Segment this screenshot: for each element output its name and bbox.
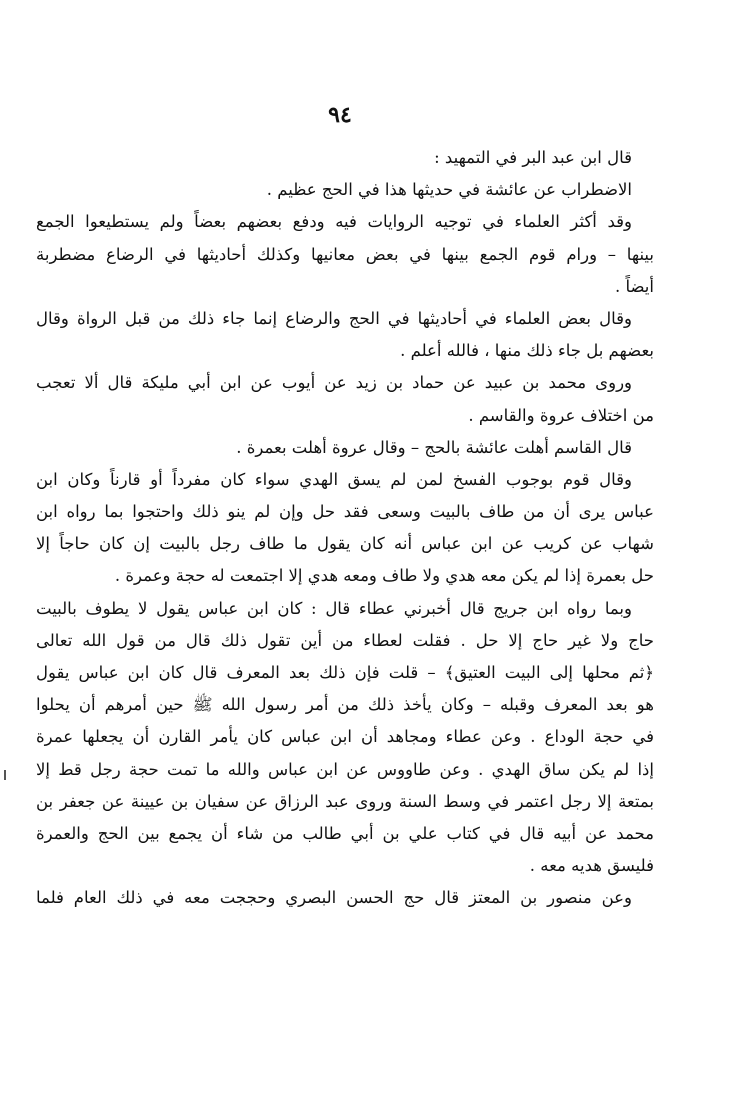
text-line: وقد أكثر العلماء في توجيه الروايات فيه ودفع بعضهم بعضاً ولم يستطيعوا الجمع (36, 212, 632, 232)
margin-mark (4, 770, 6, 780)
text-line: فليسق هديه معه . (529, 856, 654, 876)
text-line: إذا لم يكن ساق الهدي . وعن طاووس عن ابن عباس والله ما تمت حجة رجل قط إلا (36, 759, 654, 779)
text-line: وروى محمد بن عبيد عن حماد بن زيد عن أيوب عن ابن أبي مليكة قال ألا تعجب (36, 373, 632, 393)
text-line: وعن منصور بن المعتز قال حج الحسن البصري وحججت معه في ذلك العام فلما (36, 888, 632, 908)
body-text (36, 142, 654, 915)
text-line: في حجة الوداع . وعن عطاء ومجاهد أن ابن عباس كان يأمر القارن أن يجعلها عمرة (36, 727, 654, 747)
text-line: الاضطراب عن عائشة في حديثها هذا في الحج عظيم . (266, 180, 632, 200)
text-line: حاج ولا غير حاج إلا حل . فقلت لعطاء من أين تقول ذلك قال من قول الله تعالى (36, 630, 654, 650)
text-line: ﴿ثم محلها إلى البيت العتيق﴾ – قلت فإن ذلك بعد المعرف قال كان ابن عباس يقول (36, 663, 654, 682)
text-line: أيضاً . (614, 276, 654, 296)
text-line: قال ابن عبد البر في التمهيد : (434, 148, 632, 167)
text-line: وقال بعض العلماء في أحاديثها في الحج والرضاع إنما جاء ذلك من قبل الرواة وقال (36, 308, 632, 328)
text-line: محمد عن أبيه قال في كتاب علي بن أبي طالب من شاء أن يجمع بين الحج والعمرة (36, 823, 654, 843)
text-line: عباس يرى أن من طاف بالبيت وسعى فقد حل وإن لم ينو ذلك واحتجوا بما رواه ابن (36, 502, 654, 522)
text-line: وقال قوم بوجوب الفسخ لمن لم يسق الهدي سواء كان مفرداً أو قارناً وكان ابن (36, 469, 632, 489)
text-line: بعضهم بل جاء ذلك منها ، فالله أعلم . (400, 341, 654, 361)
text-line: حل بعمرة إذا لم يكن معه هدي ولا طاف ومعه هدي إلا اجتمعت له حجة وعمرة . (114, 566, 654, 586)
text-line: وبما رواه ابن جريج قال أخبرني عطاء قال : كان ابن عباس يقول لا يطوف بالبيت (36, 598, 632, 618)
page-number: ٩٤ (328, 102, 352, 128)
text-line: بينها – ورام قوم الجمع بينها في بعض معانيها وكذلك أحاديثها في الرضاع مضطربة (36, 244, 654, 264)
text-line: من اختلاف عروة والقاسم . (468, 405, 654, 425)
text-line: بمتعة إلا رجل اعتمر في وسط السنة وروى عبد الرزاق عن سفيان بن عيينة عن جعفر بن (36, 791, 654, 811)
text-line: قال القاسم أهلت عائشة بالحج – وقال عروة أهلت بعمرة . (236, 437, 632, 457)
text-line: هو بعد المعرف وقبله – وكان يأخذ ذلك من أمر رسول الله ﷺ حين أمرهم أن يحلوا (36, 695, 654, 715)
text-line: شهاب عن كريب عن ابن عباس أنه كان يقول ما طاف رجل بالبيت إن كان حاجاً إلا (36, 534, 654, 554)
